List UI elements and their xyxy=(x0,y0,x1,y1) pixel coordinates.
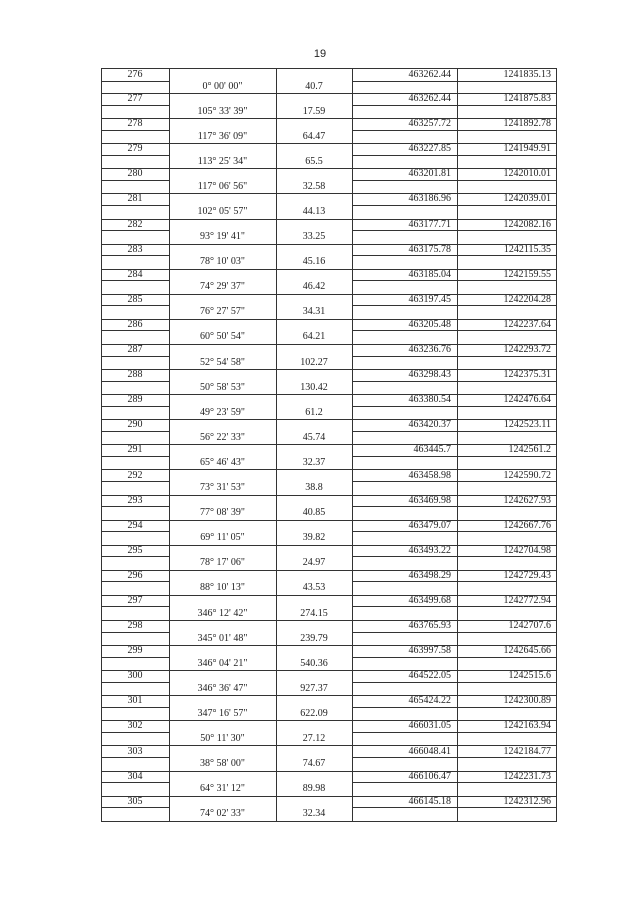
distance-cell: 27.12 xyxy=(302,732,326,744)
distance-cell: 89.98 xyxy=(302,783,326,795)
x-coordinate-cell: 463175.78 xyxy=(352,244,457,257)
empty-cell xyxy=(276,444,352,457)
distance-cell: 38.8 xyxy=(305,482,323,494)
y-coordinate-cell: 1242561.2 xyxy=(457,444,557,457)
empty-cell xyxy=(276,369,352,382)
bearing-angle-cell: 0° 00' 00" xyxy=(202,80,243,92)
bearing-angle-cell: 117° 06' 56" xyxy=(197,180,248,192)
distance-cell: 40.7 xyxy=(305,80,323,92)
empty-cell xyxy=(276,93,352,106)
x-coordinate-cell: 463479.07 xyxy=(352,520,457,533)
distance-cell: 927.37 xyxy=(300,682,328,694)
point-id-cell: 277 xyxy=(101,93,169,106)
point-id-cell: 293 xyxy=(101,495,169,508)
empty-cell xyxy=(276,294,352,307)
empty-cell xyxy=(276,695,352,708)
distance-cell: 64.47 xyxy=(302,130,326,142)
point-id-cell: 279 xyxy=(101,143,169,156)
empty-cell xyxy=(276,219,352,232)
y-coordinate-cell: 1242300.89 xyxy=(457,695,557,708)
point-id-cell: 285 xyxy=(101,294,169,307)
empty-cell xyxy=(276,620,352,633)
point-id-cell: 304 xyxy=(101,771,169,784)
empty-cell xyxy=(276,419,352,432)
empty-cell xyxy=(169,344,276,357)
x-coordinate-cell: 466031.05 xyxy=(352,720,457,733)
distance-cell: 74.67 xyxy=(302,758,326,770)
distance-cell: 239.79 xyxy=(300,632,328,644)
distance-cell: 40.85 xyxy=(302,507,326,519)
empty-cell xyxy=(169,193,276,206)
point-id-cell: 295 xyxy=(101,545,169,558)
y-coordinate-cell: 1242375.31 xyxy=(457,369,557,382)
bearing-angle-cell: 60° 50' 54" xyxy=(200,331,245,343)
empty-cell xyxy=(276,344,352,357)
point-id-cell: 301 xyxy=(101,695,169,708)
distance-cell: 64.21 xyxy=(302,331,326,343)
x-coordinate-cell: 465424.22 xyxy=(352,695,457,708)
bearing-angle-cell: 74° 29' 37" xyxy=(200,281,245,293)
empty-cell xyxy=(169,118,276,131)
bearing-angle-cell: 346° 04' 21" xyxy=(197,657,248,669)
y-coordinate-cell: 1241875.83 xyxy=(457,93,557,106)
empty-cell xyxy=(169,269,276,282)
x-coordinate-cell: 463185.04 xyxy=(352,269,457,282)
empty-cell xyxy=(276,394,352,407)
x-coordinate-cell: 463205.48 xyxy=(352,319,457,332)
point-id-cell: 298 xyxy=(101,620,169,633)
bearing-angle-cell: 78° 17' 06" xyxy=(200,557,245,569)
empty-cell xyxy=(169,670,276,683)
bearing-angle-cell: 117° 36' 09" xyxy=(197,130,248,142)
empty-cell xyxy=(169,93,276,106)
empty-cell xyxy=(169,168,276,181)
bearing-angle-cell: 346° 36' 47" xyxy=(197,682,248,694)
distance-cell: 61.2 xyxy=(305,406,323,418)
distance-cell: 45.74 xyxy=(302,431,326,443)
x-coordinate-cell: 463197.45 xyxy=(352,294,457,307)
bearing-angle-cell: 105° 33' 39" xyxy=(197,105,248,117)
y-coordinate-cell: 1242729.43 xyxy=(457,570,557,583)
bearing-angle-cell: 69° 11' 05" xyxy=(200,532,245,544)
y-coordinate-cell: 1242627.93 xyxy=(457,495,557,508)
x-coordinate-cell: 464522.05 xyxy=(352,670,457,683)
empty-cell xyxy=(276,796,352,809)
point-id-cell: 282 xyxy=(101,219,169,232)
point-id-cell: 278 xyxy=(101,118,169,131)
y-coordinate-cell: 1242293.72 xyxy=(457,344,557,357)
y-coordinate-cell: 1242515.6 xyxy=(457,670,557,683)
y-coordinate-cell: 1242476.64 xyxy=(457,394,557,407)
point-id-cell: 284 xyxy=(101,269,169,282)
point-id-cell: 289 xyxy=(101,394,169,407)
column-divider xyxy=(352,68,353,821)
point-id-cell: 287 xyxy=(101,344,169,357)
distance-cell: 39.82 xyxy=(302,532,326,544)
y-coordinate-cell: 1242039.01 xyxy=(457,193,557,206)
x-coordinate-cell: 463380.54 xyxy=(352,394,457,407)
y-coordinate-cell: 1242231.73 xyxy=(457,771,557,784)
distance-cell: 24.97 xyxy=(302,557,326,569)
distance-cell: 622.09 xyxy=(300,707,328,719)
distance-cell: 43.53 xyxy=(302,582,326,594)
y-coordinate-cell: 1242707.6 xyxy=(457,620,557,633)
x-coordinate-cell: 466048.41 xyxy=(352,746,457,759)
distance-cell: 274.15 xyxy=(300,607,328,619)
empty-cell xyxy=(276,118,352,131)
y-coordinate-cell: 1241892.78 xyxy=(457,118,557,131)
empty-cell xyxy=(169,545,276,558)
point-id-cell: 288 xyxy=(101,369,169,382)
x-coordinate-cell: 463262.44 xyxy=(352,93,457,106)
empty-cell xyxy=(169,746,276,759)
point-id-cell: 291 xyxy=(101,444,169,457)
x-coordinate-cell: 463177.71 xyxy=(352,219,457,232)
empty-cell xyxy=(169,645,276,658)
empty-cell xyxy=(276,645,352,658)
bearing-angle-cell: 73° 31' 53" xyxy=(200,482,245,494)
empty-cell xyxy=(169,419,276,432)
x-coordinate-cell: 463458.98 xyxy=(352,470,457,483)
empty-cell xyxy=(276,670,352,683)
bearing-angle-cell: 74° 02' 33" xyxy=(200,808,245,820)
y-coordinate-cell: 1242163.94 xyxy=(457,720,557,733)
empty-cell xyxy=(169,369,276,382)
distance-cell: 130.42 xyxy=(300,381,328,393)
y-coordinate-cell: 1242667.76 xyxy=(457,520,557,533)
empty-cell xyxy=(276,545,352,558)
distance-cell: 32.34 xyxy=(302,808,326,820)
point-id-cell: 296 xyxy=(101,570,169,583)
distance-cell: 32.37 xyxy=(302,456,326,468)
distance-cell: 33.25 xyxy=(302,231,326,243)
point-id-cell: 283 xyxy=(101,244,169,257)
survey-table xyxy=(101,68,557,821)
point-id-cell: 286 xyxy=(101,319,169,332)
x-coordinate-cell: 466145.18 xyxy=(352,796,457,809)
empty-cell xyxy=(169,520,276,533)
point-id-cell: 276 xyxy=(101,69,169,82)
y-coordinate-cell: 1242590.72 xyxy=(457,470,557,483)
y-coordinate-cell: 1242184.77 xyxy=(457,746,557,759)
bearing-angle-cell: 346° 12' 42" xyxy=(197,607,248,619)
distance-cell: 102.27 xyxy=(300,356,328,368)
y-coordinate-cell: 1242115.35 xyxy=(457,244,557,257)
x-coordinate-cell: 463186.96 xyxy=(352,193,457,206)
empty-cell xyxy=(169,394,276,407)
empty-cell xyxy=(276,168,352,181)
distance-cell: 32.58 xyxy=(302,180,326,192)
distance-cell: 65.5 xyxy=(305,155,323,167)
y-coordinate-cell: 1242159.55 xyxy=(457,269,557,282)
empty-cell xyxy=(276,193,352,206)
x-coordinate-cell: 463493.22 xyxy=(352,545,457,558)
empty-cell xyxy=(169,695,276,708)
y-coordinate-cell: 1242772.94 xyxy=(457,595,557,608)
point-id-cell: 300 xyxy=(101,670,169,683)
empty-cell xyxy=(276,720,352,733)
x-coordinate-cell: 463236.76 xyxy=(352,344,457,357)
empty-cell xyxy=(169,444,276,457)
distance-cell: 540.36 xyxy=(300,657,328,669)
empty-cell xyxy=(169,219,276,232)
empty-cell xyxy=(169,319,276,332)
empty-cell xyxy=(276,771,352,784)
point-id-cell: 281 xyxy=(101,193,169,206)
empty-cell xyxy=(276,470,352,483)
point-id-cell: 292 xyxy=(101,470,169,483)
bearing-angle-cell: 56° 22' 33" xyxy=(200,431,245,443)
bearing-angle-cell: 64° 31' 12" xyxy=(200,783,245,795)
x-coordinate-cell: 463257.72 xyxy=(352,118,457,131)
x-coordinate-cell: 463498.29 xyxy=(352,570,457,583)
empty-cell xyxy=(169,771,276,784)
y-coordinate-cell: 1242645.66 xyxy=(457,645,557,658)
empty-cell xyxy=(276,495,352,508)
point-id-cell: 303 xyxy=(101,746,169,759)
empty-cell xyxy=(169,595,276,608)
x-coordinate-cell: 463262.44 xyxy=(352,69,457,82)
y-coordinate-cell: 1242204.28 xyxy=(457,294,557,307)
page-number: 19 xyxy=(313,48,327,60)
point-id-cell: 280 xyxy=(101,168,169,181)
y-coordinate-cell: 1241949.91 xyxy=(457,143,557,156)
empty-cell xyxy=(276,244,352,257)
x-coordinate-cell: 463765.93 xyxy=(352,620,457,633)
empty-cell xyxy=(276,746,352,759)
empty-cell xyxy=(276,319,352,332)
empty-cell xyxy=(169,294,276,307)
y-coordinate-cell: 1242010.01 xyxy=(457,168,557,181)
empty-cell xyxy=(169,796,276,809)
empty-cell xyxy=(169,620,276,633)
distance-cell: 45.16 xyxy=(302,256,326,268)
point-id-cell: 302 xyxy=(101,720,169,733)
point-id-cell: 294 xyxy=(101,520,169,533)
bearing-angle-cell: 93° 19' 41" xyxy=(200,231,245,243)
bearing-angle-cell: 88° 10' 13" xyxy=(200,582,245,594)
empty-cell xyxy=(276,570,352,583)
bearing-angle-cell: 345° 01' 48" xyxy=(197,632,248,644)
empty-cell xyxy=(169,495,276,508)
column-divider xyxy=(276,68,277,821)
empty-cell xyxy=(276,269,352,282)
x-coordinate-cell: 463469.98 xyxy=(352,495,457,508)
bearing-angle-cell: 347° 16' 57" xyxy=(197,707,248,719)
column-divider xyxy=(556,68,557,821)
x-coordinate-cell: 463298.43 xyxy=(352,369,457,382)
x-coordinate-cell: 463227.85 xyxy=(352,143,457,156)
distance-cell: 34.31 xyxy=(302,306,326,318)
distance-cell: 46.42 xyxy=(302,281,326,293)
empty-cell xyxy=(276,595,352,608)
empty-cell xyxy=(276,143,352,156)
empty-cell xyxy=(169,570,276,583)
y-coordinate-cell: 1242082.16 xyxy=(457,219,557,232)
x-coordinate-cell: 463997.58 xyxy=(352,645,457,658)
empty-cell xyxy=(169,470,276,483)
empty-cell xyxy=(276,520,352,533)
bearing-angle-cell: 50° 58' 53" xyxy=(200,381,245,393)
x-coordinate-cell: 466106.47 xyxy=(352,771,457,784)
point-id-cell: 299 xyxy=(101,645,169,658)
column-divider xyxy=(457,68,458,821)
bearing-angle-cell: 78° 10' 03" xyxy=(200,256,245,268)
y-coordinate-cell: 1242523.11 xyxy=(457,419,557,432)
column-divider xyxy=(101,68,102,821)
y-coordinate-cell: 1242237.64 xyxy=(457,319,557,332)
point-id-cell: 305 xyxy=(101,796,169,809)
distance-cell: 17.59 xyxy=(302,105,326,117)
x-coordinate-cell: 463420.37 xyxy=(352,419,457,432)
bearing-angle-cell: 52° 54' 58" xyxy=(200,356,245,368)
point-id-cell: 297 xyxy=(101,595,169,608)
bearing-angle-cell: 65° 46' 43" xyxy=(200,456,245,468)
bearing-angle-cell: 38° 58' 00" xyxy=(200,758,245,770)
bearing-angle-cell: 113° 25' 34" xyxy=(197,155,248,167)
empty-cell xyxy=(169,143,276,156)
bearing-angle-cell: 50° 11' 30" xyxy=(200,732,245,744)
distance-cell: 44.13 xyxy=(302,206,326,218)
point-id-cell: 290 xyxy=(101,419,169,432)
x-coordinate-cell: 463201.81 xyxy=(352,168,457,181)
y-coordinate-cell: 1241835.13 xyxy=(457,69,557,82)
column-divider xyxy=(169,68,170,821)
y-coordinate-cell: 1242704.98 xyxy=(457,545,557,558)
y-coordinate-cell: 1242312.96 xyxy=(457,796,557,809)
empty-cell xyxy=(169,244,276,257)
empty-cell xyxy=(169,720,276,733)
bearing-angle-cell: 49° 23' 59" xyxy=(200,406,245,418)
bearing-angle-cell: 102° 05' 57" xyxy=(197,206,248,218)
x-coordinate-cell: 463499.68 xyxy=(352,595,457,608)
bearing-angle-cell: 77° 08' 39" xyxy=(200,507,245,519)
bearing-angle-cell: 76° 27' 57" xyxy=(200,306,245,318)
x-coordinate-cell: 463445.7 xyxy=(352,444,457,457)
